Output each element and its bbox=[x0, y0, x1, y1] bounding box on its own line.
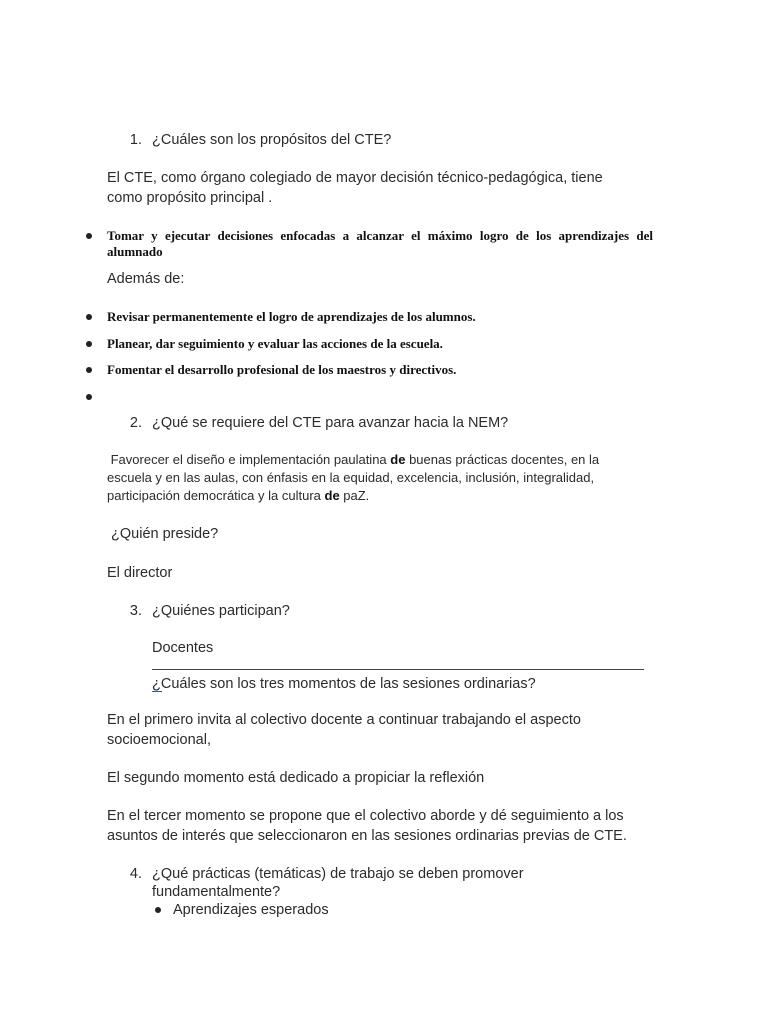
question-4-text-line-1: ¿Qué prácticas (temáticas) de trabajo se deben promover bbox=[152, 866, 524, 882]
question-2-answer-line-1 bbox=[107, 451, 599, 469]
who-presides-question: ¿Quién preside? bbox=[107, 526, 219, 542]
question-3-answer: Docentes bbox=[152, 640, 214, 656]
moment-1-line-2: socioemocional, bbox=[107, 732, 211, 748]
bullet-icon bbox=[86, 233, 92, 239]
who-presides-answer: El director bbox=[107, 565, 173, 581]
list-item: Planear, dar seguimiento y evaluar las acciones de la escuela. bbox=[107, 336, 443, 351]
moment-1-line-1: En el primero invita al colectivo docente a continuar trabajando el aspecto bbox=[107, 712, 581, 728]
question-2-text: ¿Qué se requiere del CTE para avanzar hacia la NEM? bbox=[152, 415, 509, 431]
answer-underline bbox=[152, 669, 644, 670]
question-1-answer-line-1: El CTE, como órgano colegiado de mayor decisión técnico-pedagógica, tiene bbox=[107, 170, 603, 186]
question-1 bbox=[120, 130, 720, 150]
moment-3-line-1: En el tercer momento se propone que el colectivo aborde y dé seguimiento a los bbox=[107, 808, 624, 824]
question-3 bbox=[120, 601, 720, 621]
answer-text: participación democrática y la cultura bbox=[107, 488, 325, 503]
bullet-icon bbox=[86, 314, 92, 320]
moments-question-underline bbox=[152, 691, 162, 692]
bullet-icon bbox=[86, 367, 92, 373]
answer-bold-word: de bbox=[390, 452, 406, 467]
question-1-number: 1. bbox=[129, 132, 142, 148]
moments-question: ¿Cuáles son los tres momentos de las sesiones ordinarias? bbox=[152, 676, 536, 692]
list-item: Aprendizajes esperados bbox=[173, 902, 329, 918]
list-item: Fomentar el desarrollo profesional de los maestros y directivos. bbox=[107, 362, 457, 377]
question-4-text-line-2: fundamentalmente? bbox=[152, 884, 281, 900]
bullet-icon bbox=[86, 394, 92, 400]
answer-bold-word: de bbox=[324, 488, 340, 503]
question-3-text: ¿Quiénes participan? bbox=[152, 603, 290, 619]
bullet-icon bbox=[86, 341, 92, 347]
main-purpose-line-1: Tomar y ejecutar decisiones enfocadas a alcanzar el máximo logro de los aprendizajes del bbox=[107, 228, 653, 243]
main-purpose-line-2: alumnado bbox=[107, 244, 163, 259]
question-2-answer-line-2: escuela y en las aulas, con énfasis en la equidad, excelencia, inclusión, integralidad, bbox=[107, 470, 595, 485]
question-4 bbox=[120, 864, 720, 904]
list-item: Revisar permanentemente el logro de aprendizajes de los alumnos. bbox=[107, 309, 476, 324]
answer-text: paZ. bbox=[339, 488, 370, 503]
moment-2: El segundo momento está dedicado a propiciar la reflexión bbox=[107, 770, 485, 786]
question-4-number: 4. bbox=[129, 866, 142, 882]
question-3-number: 3. bbox=[129, 603, 142, 619]
bullet-icon bbox=[155, 907, 161, 913]
question-2 bbox=[120, 413, 720, 433]
moment-3-line-2: asuntos de interés que seleccionaron en las sesiones ordinarias previas de CTE. bbox=[107, 828, 627, 844]
question-1-answer-line-2: como propósito principal . bbox=[107, 190, 273, 206]
answer-text: Favorecer el diseño e implementación paulatina bbox=[107, 452, 391, 467]
answer-text: buenas prácticas docentes, en la bbox=[405, 452, 600, 467]
ademas-label: Además de: bbox=[107, 271, 185, 287]
question-2-answer-line-3 bbox=[107, 487, 369, 505]
question-1-text: ¿Cuáles son los propósitos del CTE? bbox=[152, 132, 392, 148]
question-2-number: 2. bbox=[129, 415, 142, 431]
